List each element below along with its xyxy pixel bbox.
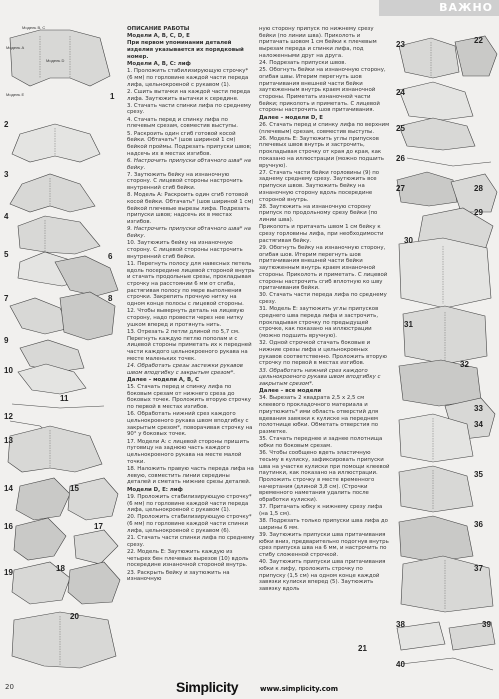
instruction-paragraph: 3. Стачать части спинки лифа по среднему срезу.	[127, 102, 252, 116]
fig-num-31: 31	[404, 320, 413, 329]
instruction-paragraph: При первом упоминании деталей изделия указывается их порядковый номер.	[127, 40, 244, 60]
fig-num-4: 4	[4, 212, 9, 221]
instruction-paragraph: 11. Перегнуть полосу для навесных петель вдоль посередине лицевой стороной внутрь и стачать продольные срезы, прокладывая строчку на расстоянии 6 мм от сгиба, растягивая полосу по мере выполнения строчки. Закрепить прочную нитку на одном конце полосы с лицевой стороны.	[127, 260, 255, 308]
figure-28-bodice	[451, 174, 497, 212]
fig-num-38: 38	[396, 620, 405, 629]
fig-num-33: 33	[474, 404, 483, 413]
instruction-paragraph: 24. Подрезать припуски швов.	[259, 60, 347, 67]
instruction-paragraph: 20. Проложить стабилизирующую строчку* (6 мм) по горловине каждой части спинки лифа, цельнокроеной с рукавом (6).	[127, 514, 252, 534]
instruction-paragraph: 22. Модель Е: Заутюжить каждую из четырех бен плечевых вырезов (10) вдоль посередине изнаночной стороной внутрь.	[127, 548, 249, 569]
fig-num-9: 9	[4, 336, 9, 345]
instruction-paragraph: 12. Чтобы вывернуть деталь на лицевую сторону, надо провести через нее нитку ушком вперед и протянуть нить.	[127, 308, 245, 328]
fig-num-3: 3	[4, 170, 9, 179]
fig-num-40: 40	[396, 660, 405, 669]
fig-num-29: 29	[474, 208, 483, 217]
instruction-paragraph: 28. Заутюжить на изнаночную сторону припуск по продольному срезу бейки (по линии шва).	[259, 203, 378, 224]
instruction-paragraph: 29. Обогнуть бейку на изнаночную сторону, огибая шов. Итерим перегнуть шов притачивания внешней части бейки заутюженным внутрь краем изнаночной стороны. Приколоть и приметать. С лицевой стороны настрочить сгиб вплотную ко шву притачивания бейки.	[259, 245, 388, 292]
page-number: 20	[5, 683, 14, 691]
instruction-paragraph: 25. Обогнуть бейки на изнаночную сторону, огибая швы. Итерим перегнуть шов притачивания внешней части бейки заутюженным внутрь краем изнаночной стороны. Приметать изнаночной части бейки; приколоть и приметать. С лицевой стороны настрочить шов притачивания.	[259, 67, 386, 114]
figure-30-bodice	[399, 238, 491, 308]
fig1-label-d: Модель D	[46, 58, 65, 63]
figure-35-skirt	[399, 466, 473, 512]
instruction-paragraph: 5. Раскроить один сгиб готовой косой бейки. Обтачать* (шов шириной 1 см) бейкой проймы. Подрезать припуски швов; надсечь их в местах изгибов.	[127, 130, 252, 157]
instruction-paragraph: 10. Заутюжить бейку на изнаночную сторону. С лицевой стороны настрочить внутренний сгиб бейки.	[127, 240, 243, 260]
instruction-paragraph: 30. Стачать части переда лифа по среднему срезу.	[259, 292, 387, 306]
fig-num-36: 36	[474, 520, 483, 529]
instruction-paragraph: 36. Чтобы сообщено вдеть эластичную тесьму в кулиску, зафиксировать припуски шва на участке кулиски при помощи клеевой паутинки, как показано на иллюстрации. Проложить строчку в месте временного начертания (длиной 3,8 см). (Строчки временного наметания удалить после обработки кулиски).	[259, 450, 390, 504]
left-diagram-column	[0, 16, 125, 680]
figure-2-bodice	[12, 124, 100, 162]
figure-25-bodice	[399, 118, 475, 150]
instruction-paragraph: 33. Обработать нижний срез каждого цельнокроеного рукава швом вподгибку с закрытым срезом*.	[259, 367, 381, 388]
instruction-paragraph: 1. Проложить стабилизирующую строчку* (6 мм) по горловине каждой части переда лифа, цельнокроеной с рукавом (1).	[127, 68, 249, 88]
fig-num-20: 20	[70, 612, 79, 621]
instruction-paragraph: Далее – все модели	[259, 388, 322, 395]
fig-num-26: 26	[396, 154, 405, 163]
instruction-paragraph: 9. Настрочить припуски обтачного шва* на бейку.	[127, 226, 251, 240]
instruction-paragraph: 38. Подрезать только припуски шва лифа до ширины 6 мм.	[259, 518, 388, 531]
instruction-paragraph: Модели D, Е: лиф	[127, 486, 183, 493]
instruction-paragraph: 4. Стачать перед и спинку лифа по плечевым срезам, совместив выступы.	[127, 116, 238, 130]
fig-num-19: 19	[4, 568, 13, 577]
instruction-paragraph: 37. Притачать юбку к нижнему срезу лифа (на 1,5 см).	[259, 504, 383, 517]
figure-8-bodice	[60, 292, 115, 340]
instruction-paragraph: 18. Наложить правую часть переда лифа на левую, совместить линии середины деталей и сметать нижние срезы деталей.	[127, 466, 254, 486]
instruction-paragraph: Модели А, В, С, D, Е	[127, 33, 190, 40]
fig-num-23: 23	[396, 40, 405, 49]
instruction-paragraph: 26. Модель Е: Заутюжить углы припусков плечевых швов внутрь и застрочить, прокладывая строчку от края до края, как показано на иллюстрации (можно подшить вручную).	[259, 135, 384, 169]
figure-6-bodice	[55, 256, 118, 296]
fig-num-7: 7	[4, 294, 9, 303]
fig-num-13: 13	[4, 436, 13, 445]
instruction-paragraph: 23. Раскрыть бейку и заутюжить на изнаночную	[127, 569, 230, 583]
right-diagram-column	[393, 16, 499, 680]
fig1-title: Модель В, С	[22, 25, 46, 30]
instruction-paragraph: ную сторону припуск по нижнему срезу бейки (по линии шва). Приколоть и притачать шовом 1 см бейки к плечевым вырезам переда и спинки лифа, под наложенными друг на друга.	[259, 26, 377, 59]
fig-num-39: 39	[482, 620, 491, 629]
fig-num-17: 17	[94, 522, 103, 531]
instruction-paragraph: 26. Стачать перед и спинку лифа по верхним (плечевым) срезам, совместив выступы.	[259, 121, 390, 135]
instruction-paragraph: Модели А, В, С: лиф	[127, 61, 191, 68]
instruction-paragraph: Далее – модели А, В, С	[127, 376, 199, 383]
fig-num-16: 16	[4, 522, 13, 531]
instruction-paragraph: 21. Стачать части спинки лифа по среднему срезу.	[127, 535, 255, 548]
instruction-paragraph: 2. Сшить вытачки на каждой части переда лифа. Заутюжить вытачки к середине.	[127, 88, 251, 102]
fig1-label-e: Модель Е	[6, 92, 25, 97]
figure-27-bodice	[397, 172, 457, 206]
figure-20-bodice	[12, 612, 116, 668]
fig1-label-a: Модель А	[6, 45, 25, 50]
instruction-paragraph: 13. Отрезать 2 петли длиной по 5,7 см. Перегнуть каждую петлю пополам и с лицевой стороны приметать их к передней части каждого цельнокроеного рукава на месте маленьких точек.	[127, 328, 252, 362]
instruction-paragraph: 16. Обработать нижний срез каждого цельнокроеного рукава швом вподгибку с закрытым срезом*, поворачивая строчку на 90° у боковых точек.	[127, 411, 253, 438]
instruction-paragraph: 31. Модель Е: заутюжить углы припусков среднего шва переда лифа и застрочить, прокладывая строчку по предыдущей строчке, как показано на иллюстрации (можно подшить вручную).	[259, 306, 379, 340]
fig-num-35: 35	[474, 470, 483, 479]
instruction-paragraph: 8. Модель А: Раскроить один сгиб готовой косой бейки. Обтачать* (шов шириной 1 см) бейкой плечевые вырезы лифа. Подрезать припуски швов; надсечь их в местах изгибов.	[127, 192, 254, 226]
fig-num-25: 25	[396, 124, 405, 133]
figure-3-bodice	[10, 174, 95, 212]
fig-num-32: 32	[460, 360, 469, 369]
instruction-paragraph: 27. Стачать части бейки горловины (9) по заднему среднему срезу. Заутюжить все припуски швов. Заутюжить бейку на изнаночную сторону вдоль посередине стороной внутрь.	[259, 169, 380, 203]
instruction-paragraph: 15. Стачать перед и спинку лифа по боковым срезам от нижнего среза до боковых точек. Проложить вторую строчку по первой в местах изгибов.	[127, 384, 251, 411]
instruction-paragraph: Далее – модели D, Е	[259, 114, 323, 121]
fig-num-27: 27	[396, 184, 405, 193]
fig-num-15: 15	[70, 484, 79, 493]
instruction-paragraph: 19. Проложить стабилизирующую строчку* (6 мм) по горловине каждой части переда лифа, цельнокроеной с рукавом (1).	[127, 493, 252, 514]
figure-19-bodice	[68, 562, 120, 604]
corner-banner	[379, 0, 499, 16]
fig-num-22: 22	[474, 36, 483, 45]
fig-num-12: 12	[4, 412, 13, 421]
fig-num-37: 37	[474, 564, 483, 573]
fig-num-18: 18	[56, 564, 65, 573]
figure-36-skirt	[399, 516, 473, 562]
figure-16-sleeve	[14, 518, 66, 560]
instruction-paragraph: 14. Обработать срезы застежки рукавов швом вподгибку с закрытым срезом*.	[127, 362, 243, 376]
fig-num-2: 2	[4, 120, 9, 129]
fig-num-1: 1	[110, 92, 115, 101]
website-url: www.simplicity.com	[260, 685, 339, 693]
fig-num-5: 5	[4, 250, 9, 259]
instruction-paragraph: 34. Вырезать 2 квадрата 2,5 х 2,5 см клеевого прокладочного материала и приутюжить* ими область отверстий для вдевания завязки к кулиске на переднем полотнище юбки. Обметать отверстия по разметке.	[259, 395, 379, 435]
fig-num-6: 6	[108, 252, 113, 261]
figure-26-tool	[407, 158, 491, 166]
instruction-paragraph: 39. Заутюжить припуски шва притачивания юбки вниз, предварительно подогнув внутрь срез припуска шва на 6 мм, и настрочить по стибу сложенной строчкой.	[259, 532, 389, 559]
instruction-paragraph: 32. Одной строчкой стачать боковые и нижние срезы лифа и цельнокроеных рукавов соответственно. Проложить вторую строчку по первой в местах изгибов.	[259, 340, 387, 367]
instruction-paragraph: 40. Заутюжить припуски шва притачивания юбки к лифу, проложить строчку по припуску (1,5 см) на одном конце каждой завязки кулиски вперед (5). Заутюжить завязку вдоль	[259, 559, 386, 593]
fig-num-34: 34	[474, 420, 483, 429]
simplicity-logo: Simplicity	[176, 679, 239, 695]
corner-text: ВАЖНО	[439, 1, 493, 14]
figure-24-bodice	[399, 82, 473, 120]
instruction-paragraph: 17. Модели А: с лицевой стороны пришить пуговицу на заднюю часть каждого цельнокроеного рукава на месте малой точки.	[127, 438, 250, 465]
instructions-column-a	[127, 26, 255, 583]
figure-23-bodice	[399, 38, 459, 78]
fig-num-8: 8	[108, 294, 113, 303]
instruction-paragraph: ОПИСАНИЕ РАБОТЫ	[127, 26, 190, 32]
fig-num-21: 21	[358, 644, 367, 653]
fig-num-11: 11	[60, 394, 69, 403]
fig-num-24: 24	[396, 88, 405, 97]
instructions-column-b	[259, 26, 390, 593]
instruction-paragraph: 7. Заутюжить бейку на изнаночную сторону. С лицевой стороны настрочить внутренний сгиб бейки.	[127, 171, 243, 192]
instruction-paragraph: 35. Стачать переднее и заднее полотнища юбки по боковым срезам.	[259, 436, 383, 449]
instruction-paragraph: Приколоть и притачать швом 1 см бейку к срезу горловины лифа, при необходимости растягивая бейку.	[259, 224, 384, 244]
figure-14-sleeve	[16, 478, 70, 520]
fig-num-14: 14	[4, 484, 13, 493]
instruction-paragraph: 6. Настрочить припуски обтачного шва* на бейку.	[127, 157, 251, 171]
figure-13-bodice	[8, 426, 102, 472]
fig-num-30: 30	[404, 236, 413, 245]
figure-40-tie	[401, 658, 493, 670]
fig-num-10: 10	[4, 366, 13, 375]
figure-17-button	[74, 530, 118, 564]
figure-11-tool	[12, 404, 104, 408]
figure-4-bodice	[18, 216, 100, 254]
fig-num-28: 28	[474, 184, 483, 193]
